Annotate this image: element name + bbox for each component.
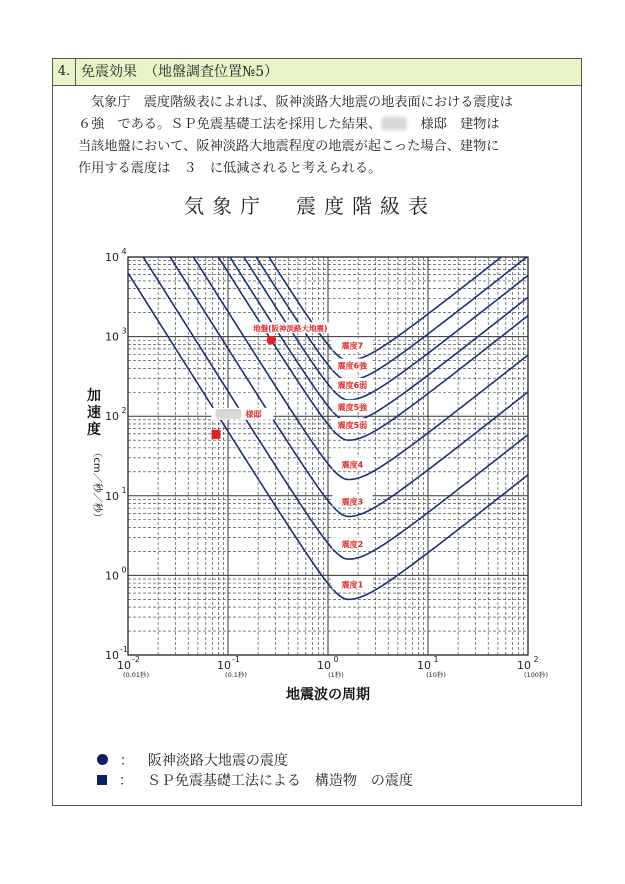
x-tick-label: 10	[517, 659, 531, 672]
point-label: 地盤(阪神淡路大地震)	[253, 324, 328, 334]
y-tick-label: 10	[105, 410, 119, 424]
data-point-circle	[267, 336, 276, 345]
legend-label: ＳＰ免震基礎工法による 構造物 の震度	[146, 773, 413, 789]
curve-label: 震度2	[341, 540, 364, 550]
paragraph-line-2b: 様邸 建物は	[420, 117, 500, 132]
paragraph-line-3: 当該地盤において、阪神淡路大地震程度の地震が起こった場合、建物に	[78, 139, 500, 154]
legend-colon: ：	[119, 753, 134, 769]
x-tick-sub: (1秒)	[328, 671, 344, 679]
x-tick-exponent: 1	[433, 655, 439, 664]
section-title: 免震効果 （地盤調査位置№5）	[81, 64, 279, 80]
x-tick-exponent: 2	[533, 655, 539, 664]
legend-label: 阪神淡路大地震の震度	[147, 753, 288, 769]
x-tick-label: 10	[417, 659, 431, 672]
y-axis-unit: （cm／秒／秒）	[91, 447, 102, 523]
y-tick-exponent: 4	[121, 247, 127, 256]
y-tick-exponent: 2	[121, 406, 127, 416]
redacted-name	[216, 409, 242, 419]
legend-item-square	[88, 754, 413, 790]
x-tick-exponent: 0	[333, 655, 339, 664]
x-tick-exponent: -1	[232, 655, 240, 664]
y-tick-exponent: 0	[121, 565, 127, 575]
y-tick-label: 10	[105, 330, 119, 344]
x-tick-label: 10	[317, 659, 331, 672]
y-tick-label: 10	[105, 489, 119, 503]
chart-grid	[128, 257, 528, 655]
x-tick-sub: (0.01秒)	[122, 671, 150, 679]
legend-square-icon	[97, 775, 107, 785]
x-tick-label: 10	[217, 659, 231, 672]
chart-title: 気象庁 震度階級表	[184, 194, 436, 218]
section-number: 4.	[53, 59, 76, 85]
curve-label: 震度3	[341, 497, 364, 507]
legend-colon: ：	[118, 773, 133, 789]
y-tick-exponent: 3	[121, 326, 127, 336]
data-point-square	[212, 430, 221, 439]
curve-label: 震度6強	[337, 361, 368, 371]
paragraph-line-4: 作用する震度は ３ に低減されると考えられる。	[78, 161, 382, 176]
y-axis-label-char: 速	[87, 405, 101, 421]
curve-label: 震度4	[341, 460, 364, 470]
y-axis-label-char: 度	[87, 422, 101, 438]
y-axis-label-char: 加	[87, 388, 101, 404]
x-axis-label: 地震波の周期	[286, 687, 370, 703]
x-tick-sub: (100秒)	[524, 671, 548, 679]
curve-label: 震度7	[341, 341, 364, 351]
x-tick-sub: (10秒)	[426, 671, 446, 679]
paragraph-line-1: 気象庁 震度階級表によれば、阪神淡路大地震の地表面における震度は	[91, 95, 513, 110]
y-tick-label: 10	[105, 649, 119, 662]
y-tick-exponent: -1	[120, 645, 128, 654]
curve-label: 震度5弱	[337, 421, 368, 431]
curve-label: 震度5強	[337, 402, 368, 412]
point-label: 様邸	[245, 409, 262, 419]
paragraph-line-2a: ６強 である。ＳＰ免震基礎工法を採用した結果、	[78, 117, 382, 132]
x-tick-exponent: -2	[132, 655, 140, 664]
x-tick-sub: (0.1秒)	[225, 671, 247, 679]
curve-label: 震度6弱	[337, 380, 368, 390]
y-tick-label: 10	[105, 569, 119, 583]
y-tick-exponent: 1	[121, 485, 127, 495]
x-tick-label: 10	[117, 659, 131, 672]
curve-label: 震度1	[341, 580, 364, 590]
y-tick-label: 10	[105, 251, 119, 264]
